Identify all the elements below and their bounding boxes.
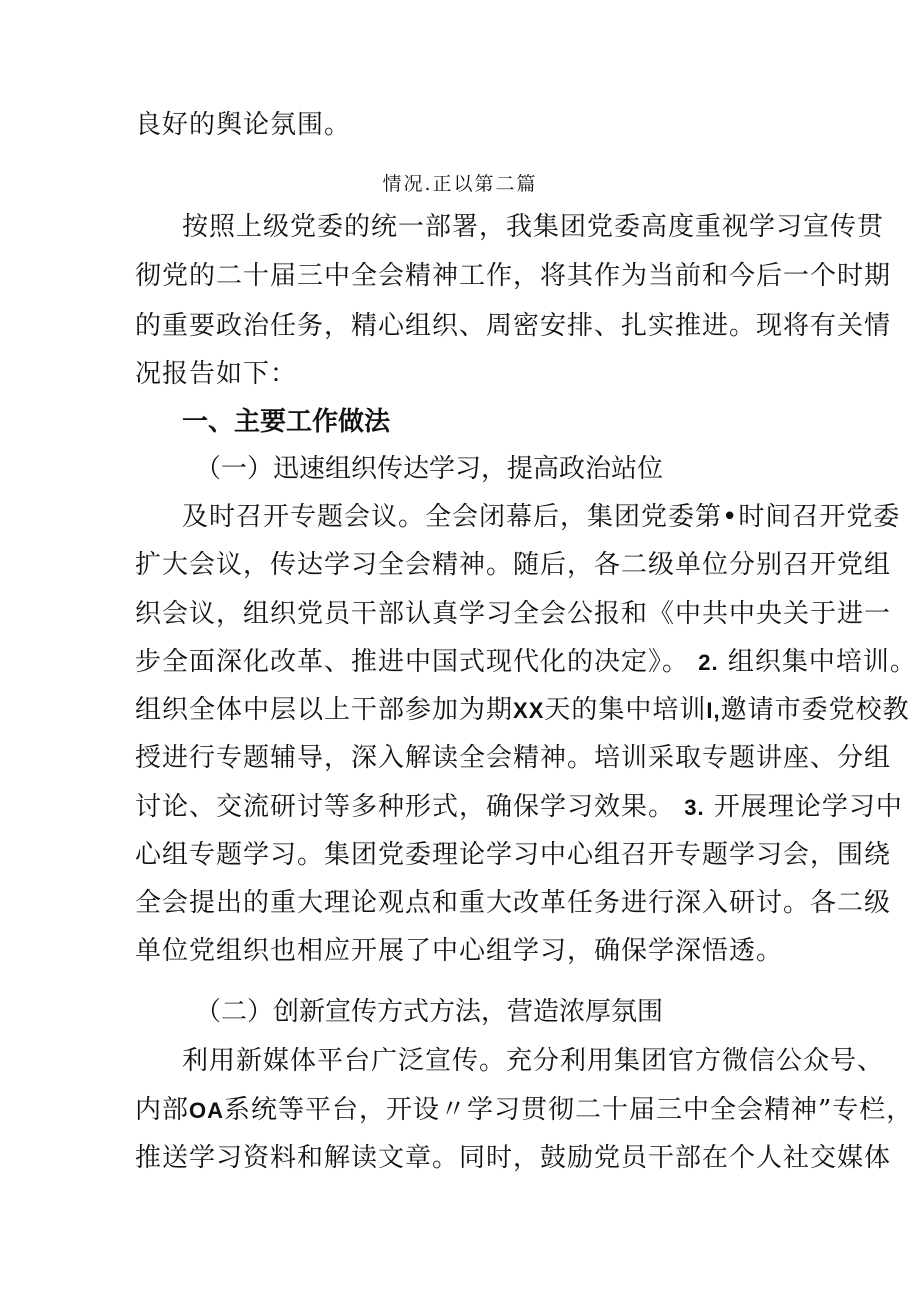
sub2-line-2	[135, 1093, 913, 1128]
sub1-line-5-a: 组织全体中层以上干部参加为期	[135, 695, 514, 725]
intro-line-1: 按照上级党委的统一部署，我集团党委高度重视学习宣传贯	[182, 212, 885, 242]
subsection-2-title: （二）创新宣传方式方法，营造浓厚氛围	[195, 997, 664, 1027]
sub1-line-6: 授进行专题辅导，深入解读全会精神。培训采取专题讲座、分组	[135, 743, 892, 773]
intro-line-4: 况报告如下：	[135, 359, 298, 389]
stray-mark: I,	[706, 698, 721, 723]
sub1-line-4-tail: 组织集中培训。	[727, 647, 917, 677]
sub1-line-8: 心组专题学习。集团党委理论学习中心组召开专题学习会，围绕	[135, 840, 892, 870]
sub1-line-2: 扩大会议，传达学习全会精神。随后，各二级单位分别召开党组	[135, 550, 892, 580]
section-1-title: 一、主要工作做法	[182, 407, 391, 437]
top-line: 良好的舆论氛围。	[135, 110, 352, 140]
placeholder-xx: XX	[513, 698, 545, 723]
subsection-1-title: （一）迅速组织传达学习，提高政治站位	[195, 454, 664, 484]
oa-mark: OA	[189, 1098, 225, 1123]
sub2-line-3: 推送学习资料和解读文章。同时，鼓励党员干部在个人社交媒体	[135, 1143, 892, 1173]
sub2-line-2-a: 内部	[135, 1095, 190, 1125]
list-number-2: 2.	[698, 650, 719, 675]
sub1-line-7	[135, 790, 903, 825]
sub1-line-4	[135, 645, 917, 680]
sub2-line-2-b: 系统等平台，开设〃学习贯彻二十届三中全会精神”专栏，	[224, 1095, 914, 1125]
sub1-line-5	[135, 693, 910, 728]
sub1-line-5-c: 邀请市委党校教	[720, 695, 910, 725]
list-number-3: 3.	[684, 795, 705, 820]
sub1-line-10: 单位党组织也相应开展了中心组学习，确保学深悟透。	[135, 936, 784, 966]
sub1-line-1: 及时召开专题会议。全会闭幕后，集团党委第•时间召开党委	[182, 502, 901, 532]
sub1-line-3: 织会议，组织党员干部认真学习全会公报和《中共中央关于进一	[135, 599, 892, 629]
intro-line-3: 的重要政治任务，精心组织、周密安排、扎实推进。现将有关情	[135, 311, 892, 341]
subtitle: 情况.正以第二篇	[382, 173, 538, 195]
sub2-line-1: 利用新媒体平台广泛宣传。充分利用集团官方微信公众号、	[182, 1046, 885, 1076]
intro-line-2: 彻党的二十届三中全会精神工作，将其作为当前和今后一个时期	[135, 261, 892, 291]
sub1-line-7-tail: 开展理论学习中	[713, 792, 903, 822]
sub1-line-7-text: 讨论、交流研讨等多种形式，确保学习效果。	[135, 792, 676, 822]
sub1-line-4-text: 步全面深化改革、推进中国式现代化的决定》。	[135, 647, 690, 677]
sub1-line-9: 全会提出的重大理论观点和重大改革任务进行深入研讨。各二级	[135, 888, 892, 918]
sub1-line-5-b: 天的集中培训	[544, 695, 707, 725]
